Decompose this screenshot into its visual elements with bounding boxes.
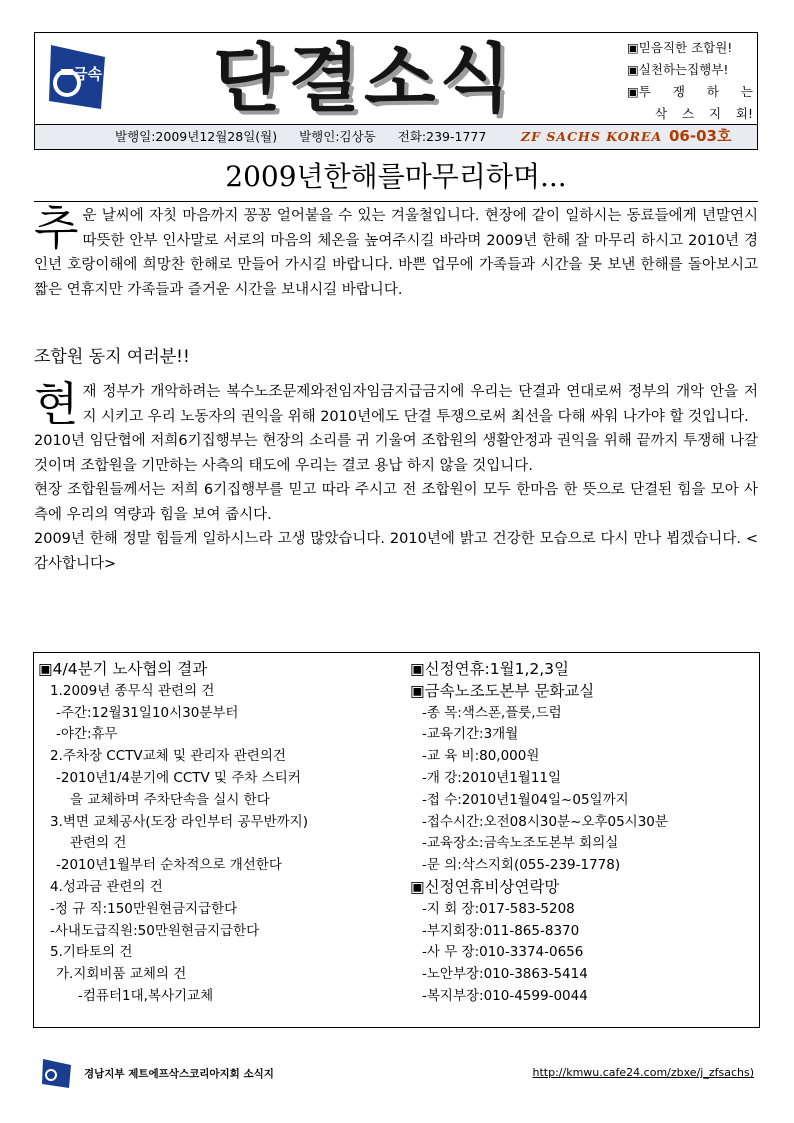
main-paragraph	[34, 377, 758, 576]
paragraph-text: 현장 조합원들께서는 저희 6기집행부를 믿고 따라 주시고 전 조합원이 모두 한마음 한 뜻으로 단결된 힘을 모아 사측에 우리의 역량과 힘을 보여 줍시다.	[34, 482, 758, 523]
list-item: -접수시간:오전08시30분~오후05시30분	[422, 813, 668, 830]
article-headline: 2009년한해를마무리하며...	[34, 155, 758, 202]
contact-item: -지 회 장:017-583-5208	[422, 900, 575, 917]
slogan-1: ▣믿음직한 조합원!	[627, 40, 733, 55]
masthead	[34, 32, 758, 150]
masthead-top	[35, 33, 757, 125]
contact-item: -사 무 장:010-3374-0656	[422, 944, 584, 961]
paragraph-text: 2010년 임단협에 저희6기집행부는 현장의 소리를 귀 기울여 조합원의 생활안정과 권익을 위해 끝까지 투쟁해 나갈 것이며 조합원을 기만하는 사측의 태도에 우리는 결코 용납 하지 않을 것입니다.	[34, 433, 758, 474]
holiday-heading: ▣신정연휴:1월1,2,3일	[410, 660, 570, 678]
list-item: -접 수:2010년1월04일~05일까지	[422, 791, 629, 808]
list-item: -종 목:색스폰,플룻,드럼	[422, 704, 562, 721]
box-heading: ▣4/4분기 노사협의 결과	[38, 660, 208, 678]
newsletter-title: 단결소식	[213, 36, 515, 122]
issue-date: 발행일:2009년12월28일(월)	[115, 129, 278, 144]
list-item: 관련의 건	[70, 835, 127, 852]
list-item: 3.벽면 교체공사(도장 라인부터 공무반까지)	[50, 813, 308, 830]
list-item: -컴퓨터1대,복사기교체	[78, 987, 214, 1004]
dropcap: 현	[34, 377, 79, 431]
list-item: -교 육 비:80,000원	[422, 748, 540, 765]
list-item: 5.기타토의 건	[50, 944, 133, 961]
list-item: -2010년1월부터 순차적으로 개선한다	[56, 857, 282, 874]
list-item: -2010년1/4분기에 CCTV 및 주차 스티커	[56, 769, 301, 786]
paragraph-text: 2009년 한해 정말 힘들게 일하시느라 고생 많았습니다. 2010년에 밝고 건강한 모습으로 다시 만나 뵙겠습니다. <감사합니다>	[34, 531, 758, 572]
list-item: -문 의:삭스지회(055-239-1778)	[422, 857, 621, 874]
slogans	[627, 37, 753, 125]
culture-class-heading: ▣금속노조도본부 문화교실	[410, 681, 595, 700]
list-item: -주간:12월31일10시30분부터	[56, 704, 239, 721]
list-item: -정 규 직:150만원현금지급한다	[50, 900, 238, 917]
publisher: 발행인:김상동	[299, 129, 376, 144]
list-item: 가.지회비품 교체의 건	[56, 966, 187, 983]
intro-text: 운 날씨에 자칫 마음까지 꽁꽁 얼어붙을 수 있는 겨울철입니다. 현장에 같이 일하시는 동료들에게 년말연시 따뜻한 안부 인사말로 서로의 마음의 체온을 높여주시길 바라며 2009년 한해 잘 마무리 하시고 2010년 경인년 호랑이해에 희망찬 한해로 만들어 가시길 바랍니다. 바쁜 업무에 가족들과 시간을 못 보낸 한해를 돌아보시고 짧은 연휴지만 가족들과 즐거운 시간을 보내시길 바랍니다.	[34, 208, 758, 298]
list-item: 2.주차장 CCTV교체 및 관리자 관련의건	[50, 748, 286, 765]
paragraph-text: 재 정부가 개악하려는 복수노조문제와전임자임금지급금지에 우리는 단결과 연대로써 정부의 개악 안을 저지 시키고 우리 노동자의 권익을 위해 2010년에도 단결 투쟁으로써 최선을 다해 싸워 나가야 할 것입니다.	[82, 384, 758, 425]
issue-number: 06-03호	[669, 127, 732, 145]
info-box	[33, 652, 760, 1028]
contact-item: -복지부장:010-4599-0044	[422, 987, 588, 1004]
company-name: ZF SACHS KOREA	[521, 129, 663, 144]
slogan-3: ▣투 쟁 하 는	[627, 84, 753, 99]
list-item: -교육기간:3개월	[422, 726, 519, 743]
list-item: 1.2009년 종무식 관련의 건	[50, 682, 215, 699]
list-item: -사내도급직원:50만원현금지급한다	[50, 922, 260, 939]
contact-item: -부지회장:011-865-8370	[422, 922, 580, 939]
dropcap: 추	[34, 201, 79, 255]
notices-column	[410, 659, 756, 1008]
union-logo-small-icon	[40, 1056, 74, 1090]
footer	[34, 1054, 758, 1094]
union-logo-icon	[43, 39, 113, 119]
footer-link[interactable]: http://kmwu.cafe24.com/zbxe/j_zfsachs)	[532, 1066, 754, 1079]
phone: 전화:239-1777	[397, 129, 487, 144]
list-item: -개 강:2010년1월11일	[422, 769, 562, 786]
contact-item: -노안부장:010-3863-5414	[422, 966, 588, 983]
list-item: -교육장소:금속노조도본부 회의실	[422, 835, 619, 852]
labor-council-results	[38, 659, 408, 1008]
intro-paragraph	[34, 201, 758, 302]
slogan-4: 삭 스 지 회!	[655, 106, 753, 121]
emergency-contacts-heading: ▣신정연휴비상연락망	[410, 877, 560, 896]
issue-info-bar	[35, 124, 757, 149]
list-item: -야간:휴무	[56, 726, 118, 743]
section-subheading: 조합원 동지 여러분!!	[34, 347, 190, 367]
slogan-2: ▣실천하는집행부!	[627, 62, 729, 77]
list-item: 4.성과금 관련의 건	[50, 878, 163, 895]
footer-org-name: 경남지부 제트에프삭스코리아지회 소식지	[84, 1068, 274, 1080]
list-item: 을 교체하며 주차단속을 실시 한다	[70, 791, 270, 808]
logo-text: 금속	[73, 65, 102, 83]
